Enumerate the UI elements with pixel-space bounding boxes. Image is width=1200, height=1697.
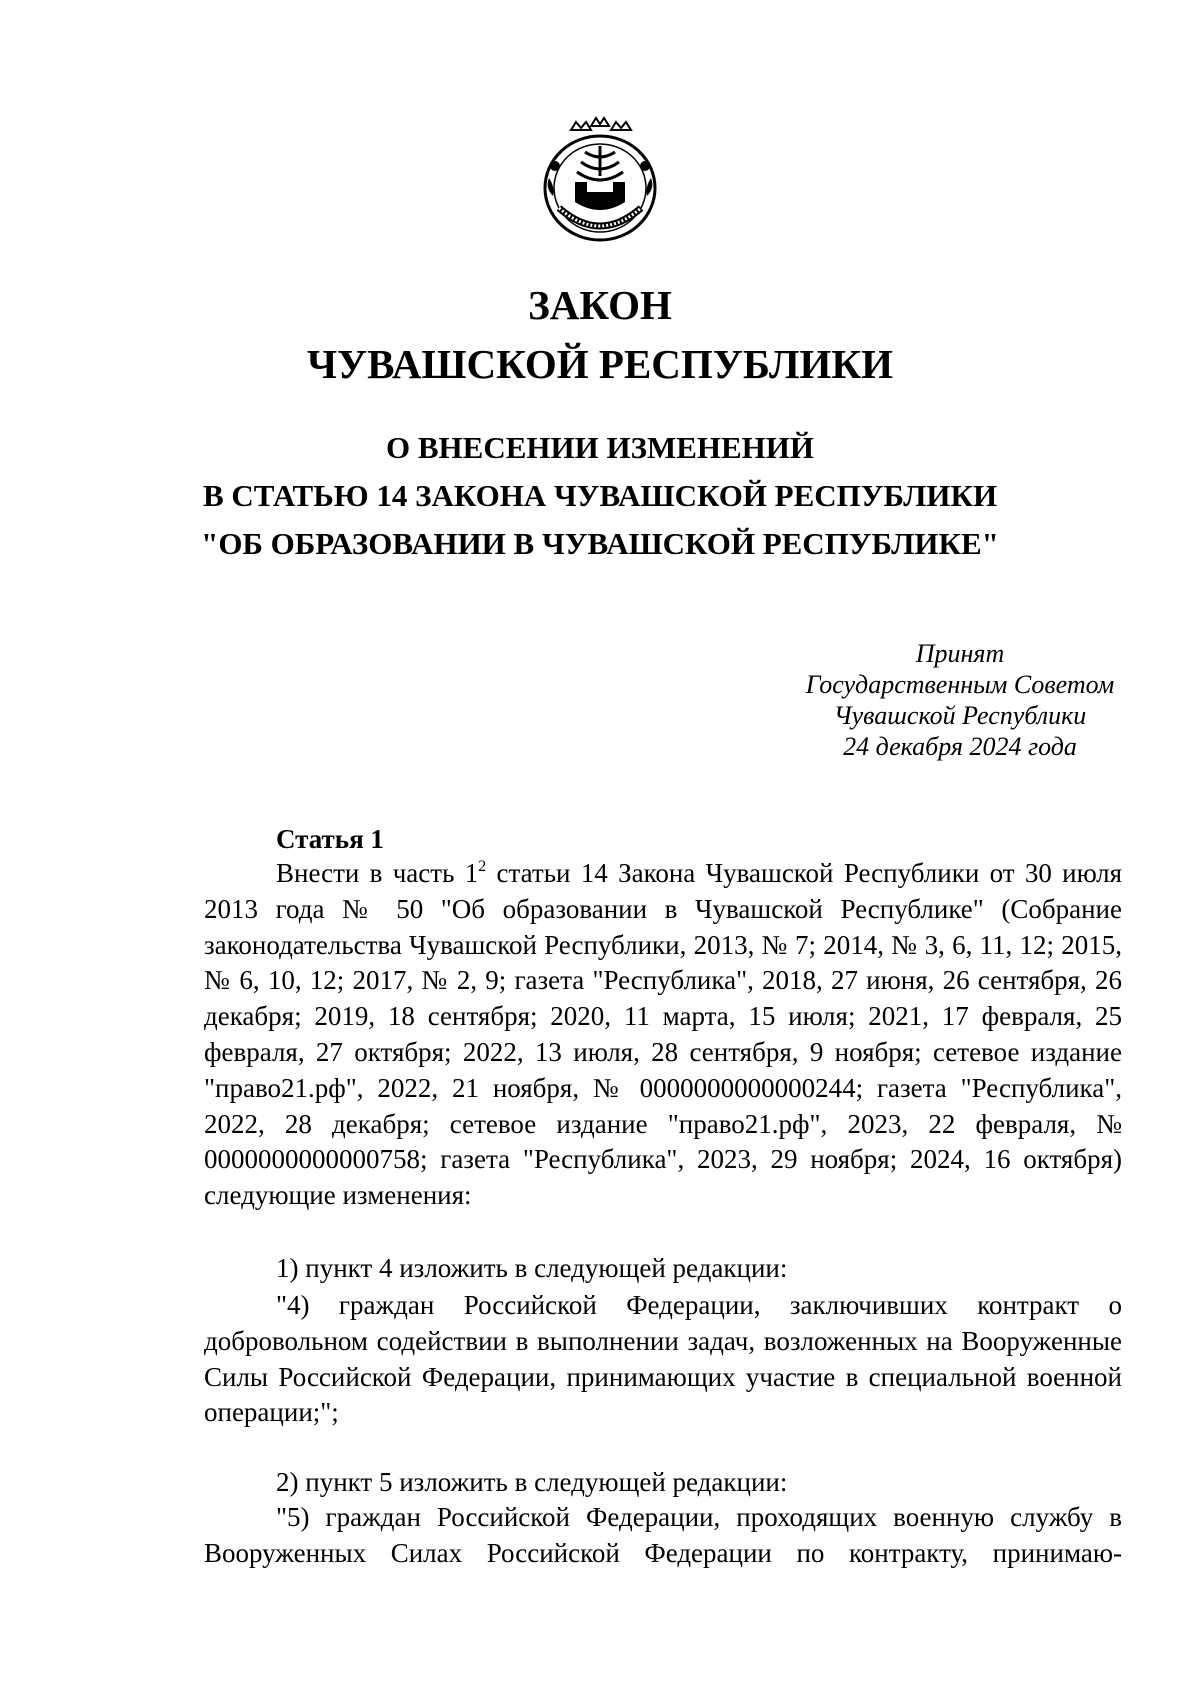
adoption-date: 24 декабря 2024 года bbox=[843, 732, 1077, 761]
law-subject-line-1: О ВНЕСЕНИИ ИЗМЕНЕНИЙ bbox=[385, 430, 815, 465]
article-1-title: Статья 1 bbox=[276, 824, 384, 854]
law-subject-line-2: В СТАТЬЮ 14 ЗАКОНА ЧУВАШСКОЙ РЕСПУБЛИКИ bbox=[202, 478, 998, 513]
amendment-item-1: 1) пункт 4 изложить в следующей редакции: bbox=[276, 1253, 788, 1283]
republic-title: ЧУВАШСКОЙ РЕСПУБЛИКИ bbox=[306, 341, 894, 387]
adoption-note bbox=[795, 638, 1125, 762]
intro-text-start: Внести в часть 1 bbox=[276, 858, 479, 888]
amendment-item-1-text: "4) граждан Российской Федерации, заключивших контракт о добровольном содействии в выполнении задач, возложенных на Вооруженные Силы Российской Федерации, принимающих участие в специальной военной операции;"; bbox=[204, 1290, 1122, 1428]
adoption-line-1: Принят bbox=[915, 639, 1005, 668]
amendment-item-2: 2) пункт 5 изложить в следующей редакции: bbox=[276, 1467, 788, 1497]
adoption-line-2: Государственным Советом bbox=[805, 670, 1115, 699]
part-superscript: 2 bbox=[478, 858, 487, 875]
law-subject-line-3: "ОБ ОБРАЗОВАНИИ В ЧУВАШСКОЙ РЕСПУБЛИКЕ" bbox=[201, 526, 999, 561]
crown-icons bbox=[571, 118, 631, 130]
coat-of-arms-emblem-icon bbox=[535, 108, 665, 248]
amendment-item-2-text: "5) граждан Российской Федерации, проходящих военную службу в Вооруженных Силах Российской Федерации по контракту, принимаю- bbox=[204, 1502, 1122, 1568]
law-type-title: ЗАКОН bbox=[528, 282, 672, 328]
adoption-line-3: Чувашской Республики bbox=[833, 701, 1087, 730]
intro-text-rest: статьи 14 Закона Чувашской Республики от 30 июля 2013 года № 50 "Об образовании в Чувашской Республике" (Собрание законодательства Чувашской Республики, 2013, № 7; 2014, № 3, 6, 11, 12; 2015, № 6, 10, 12; 2017, № 2, 9; газета "Республика", 2018, 27 июня, 26 сентября, 26 декабря; 2019, 18 сентября; 2020, 11 марта, 15 июля; 2021, 17 февраля, 25 февраля, 27 октября; 2022, 13 июля, 28 сентября, 9 ноября; сетевое издание "право21.рф", 2022, 21 ноября, № 0000000000000244; газета "Республика", 2022, 28 декабря; сетевое издание "право21.рф", 2023, 22 февраля, № 0000000000000758; газета "Республика", 2023, 29 ноября; 2024, 16 октября) следующие изменения: bbox=[204, 858, 1122, 1211]
article-1-intro-paragraph bbox=[204, 856, 1122, 1214]
